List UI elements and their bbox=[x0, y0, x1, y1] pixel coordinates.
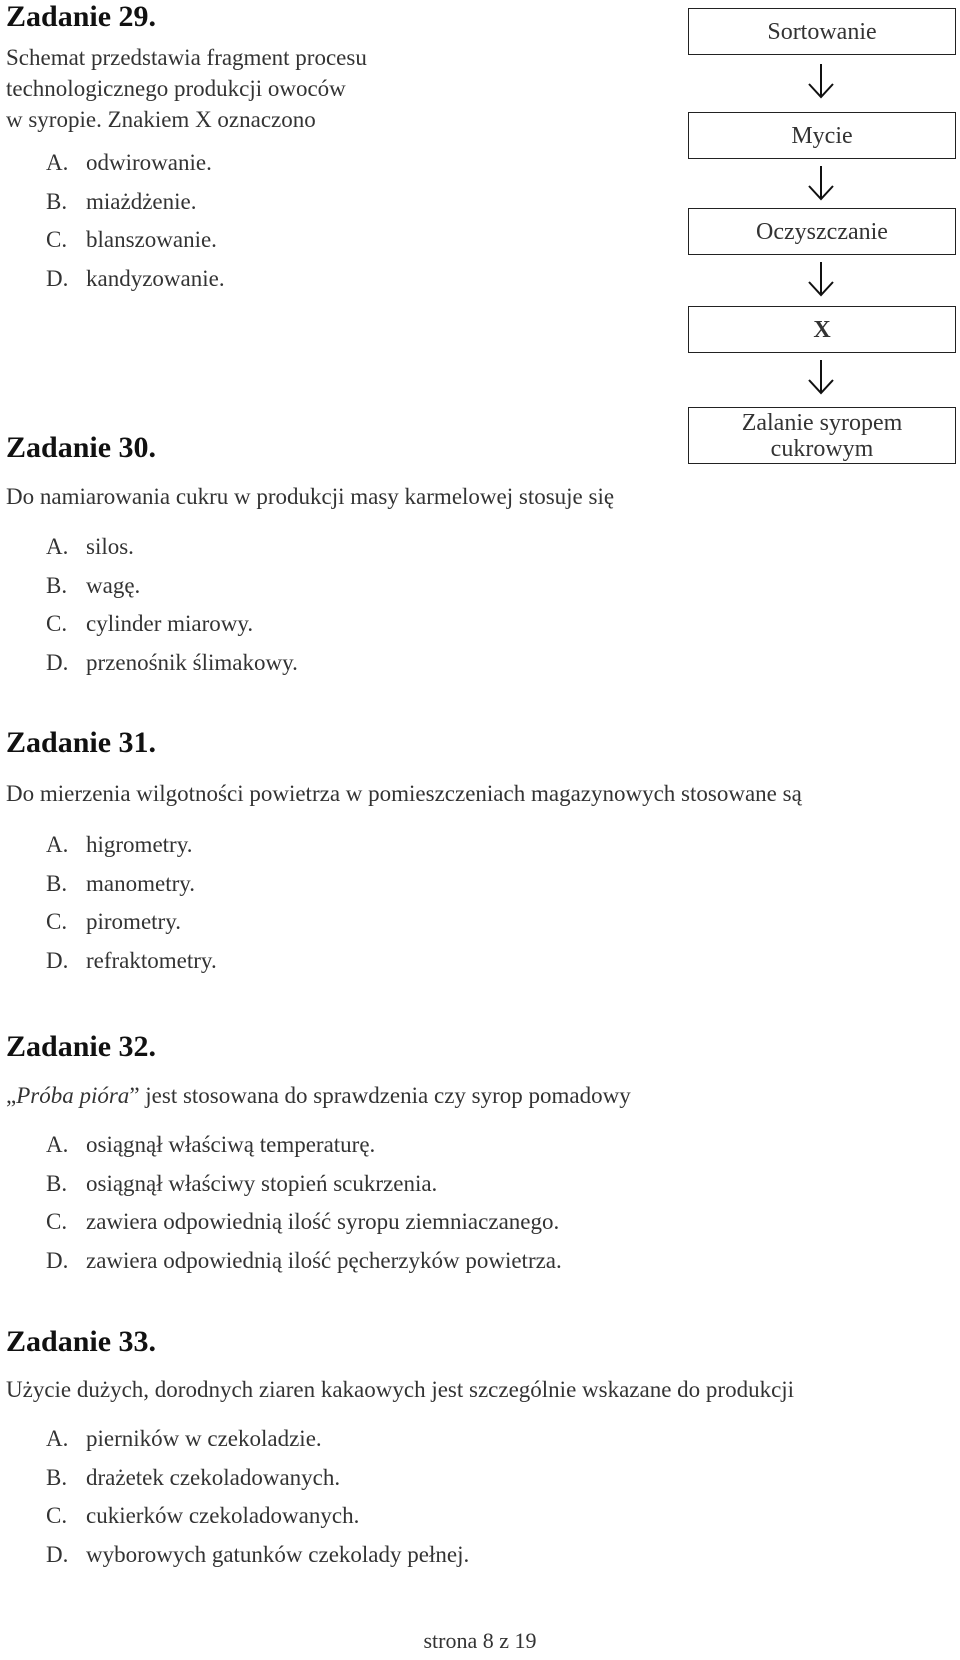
option-text: osiągnął właściwą temperaturę. bbox=[86, 1132, 376, 1157]
question-32-heading: Zadanie 32. bbox=[6, 1030, 157, 1063]
down-arrow-icon bbox=[806, 358, 836, 396]
open-quote: „ bbox=[6, 1083, 17, 1108]
answer-option[interactable] bbox=[46, 567, 298, 606]
question-29-text-line-1: Schemat przedstawia fragment procesu bbox=[6, 45, 367, 70]
question-32-text-rest: jest stosowana do sprawdzenia czy syrop pomadowy bbox=[139, 1083, 631, 1108]
answer-option[interactable] bbox=[46, 1203, 562, 1242]
flow-step-mycie: Mycie bbox=[688, 112, 956, 159]
question-31-text: Do mierzenia wilgotności powietrza w pomieszczeniach magazynowych stosowane są bbox=[6, 781, 802, 806]
option-letter: D. bbox=[46, 1541, 69, 1567]
down-arrow-icon bbox=[806, 260, 836, 298]
option-letter: C. bbox=[46, 611, 68, 636]
option-letter: A. bbox=[46, 534, 69, 559]
option-letter: D. bbox=[46, 1247, 69, 1273]
answer-option[interactable] bbox=[46, 942, 217, 981]
answer-option[interactable] bbox=[46, 1165, 562, 1204]
option-text: odwirowanie. bbox=[86, 150, 212, 175]
option-text: przenośnik ślimakowy. bbox=[86, 649, 298, 675]
option-text: silos. bbox=[86, 534, 134, 559]
answer-option[interactable] bbox=[46, 221, 225, 260]
answer-option[interactable] bbox=[46, 1126, 562, 1165]
answer-option[interactable] bbox=[46, 528, 298, 567]
option-text: miażdżenie. bbox=[86, 188, 197, 214]
down-arrow-icon bbox=[806, 164, 836, 202]
option-text: zawiera odpowiednią ilość pęcherzyków powietrza. bbox=[86, 1247, 562, 1273]
answer-option[interactable] bbox=[46, 1420, 469, 1459]
question-29-text-line-3: w syropie. Znakiem X oznaczono bbox=[6, 107, 316, 132]
flow-step-oczyszczanie: Oczyszczanie bbox=[688, 208, 956, 255]
question-32-options bbox=[46, 1126, 562, 1280]
answer-option[interactable] bbox=[46, 903, 217, 942]
answer-option[interactable] bbox=[46, 865, 217, 904]
option-letter: B. bbox=[46, 870, 68, 896]
down-arrow-icon bbox=[806, 62, 836, 100]
option-letter: C. bbox=[46, 1503, 68, 1528]
option-letter: A. bbox=[46, 1132, 69, 1157]
option-letter: D. bbox=[46, 649, 69, 675]
flow-step-sortowanie: Sortowanie bbox=[688, 8, 956, 55]
option-text: kandyzowanie. bbox=[86, 265, 225, 291]
close-quote: ” bbox=[129, 1083, 140, 1108]
option-letter: B. bbox=[46, 1170, 68, 1196]
option-text: wagę. bbox=[86, 572, 141, 598]
option-letter: B. bbox=[46, 188, 68, 214]
option-text: wyborowych gatunków czekolady pełnej. bbox=[86, 1541, 470, 1567]
flow-step-x: X bbox=[688, 306, 956, 353]
option-text: manometry. bbox=[86, 870, 196, 896]
option-letter: C. bbox=[46, 909, 68, 934]
option-letter: B. bbox=[46, 1464, 68, 1490]
question-33-text: Użycie dużych, dorodnych ziaren kakaowych jest szczególnie wskazane do produkcji bbox=[6, 1377, 795, 1402]
answer-option[interactable] bbox=[46, 644, 298, 683]
flow-step-zalanie-syropem bbox=[688, 407, 956, 464]
question-31-options bbox=[46, 826, 217, 980]
option-letter: A. bbox=[46, 1426, 69, 1451]
option-text: higrometry. bbox=[86, 832, 193, 857]
question-32-text bbox=[6, 1082, 631, 1110]
answer-option[interactable] bbox=[46, 826, 217, 865]
option-text: blanszowanie. bbox=[86, 227, 217, 252]
option-letter: C. bbox=[46, 1209, 68, 1234]
answer-option[interactable] bbox=[46, 1459, 469, 1498]
answer-option[interactable] bbox=[46, 1497, 469, 1536]
question-30-text: Do namiarowania cukru w produkcji masy karmelowej stosuje się bbox=[6, 484, 615, 509]
option-letter: A. bbox=[46, 150, 69, 175]
option-text: osiągnął właściwy stopień scukrzenia. bbox=[86, 1170, 438, 1196]
answer-option[interactable] bbox=[46, 260, 225, 299]
flow-step-line-1: Zalanie syropem bbox=[741, 409, 903, 436]
option-text: drażetek czekoladowanych. bbox=[86, 1464, 341, 1490]
question-33-heading: Zadanie 33. bbox=[6, 1325, 157, 1358]
option-text: pierników w czekoladzie. bbox=[86, 1426, 322, 1451]
option-letter: A. bbox=[46, 832, 69, 857]
option-letter: B. bbox=[46, 572, 68, 598]
flow-step-line-2: cukrowym bbox=[770, 435, 874, 462]
question-29-heading: Zadanie 29. bbox=[6, 0, 157, 33]
option-text: cylinder miarowy. bbox=[86, 611, 254, 636]
option-text: cukierków czekoladowanych. bbox=[86, 1503, 360, 1528]
question-32-term: Próba pióra bbox=[16, 1083, 130, 1108]
option-text: pirometry. bbox=[86, 909, 181, 934]
question-30-heading: Zadanie 30. bbox=[6, 431, 157, 464]
page-number: strona 8 z 19 bbox=[423, 1628, 537, 1653]
option-letter: C. bbox=[46, 227, 68, 252]
answer-option[interactable] bbox=[46, 1242, 562, 1281]
answer-option[interactable] bbox=[46, 144, 225, 183]
option-text: zawiera odpowiednią ilość syropu ziemniaczanego. bbox=[86, 1209, 560, 1234]
option-text: refraktometry. bbox=[86, 947, 217, 973]
question-31-heading: Zadanie 31. bbox=[6, 726, 157, 759]
answer-option[interactable] bbox=[46, 183, 225, 222]
question-30-options bbox=[46, 528, 298, 682]
question-29-text-line-2: technologicznego produkcji owoców bbox=[6, 76, 346, 101]
option-letter: D. bbox=[46, 947, 69, 973]
question-33-options bbox=[46, 1420, 469, 1574]
answer-option[interactable] bbox=[46, 1536, 469, 1575]
option-letter: D. bbox=[46, 265, 69, 291]
answer-option[interactable] bbox=[46, 605, 298, 644]
question-29-options bbox=[46, 144, 225, 298]
